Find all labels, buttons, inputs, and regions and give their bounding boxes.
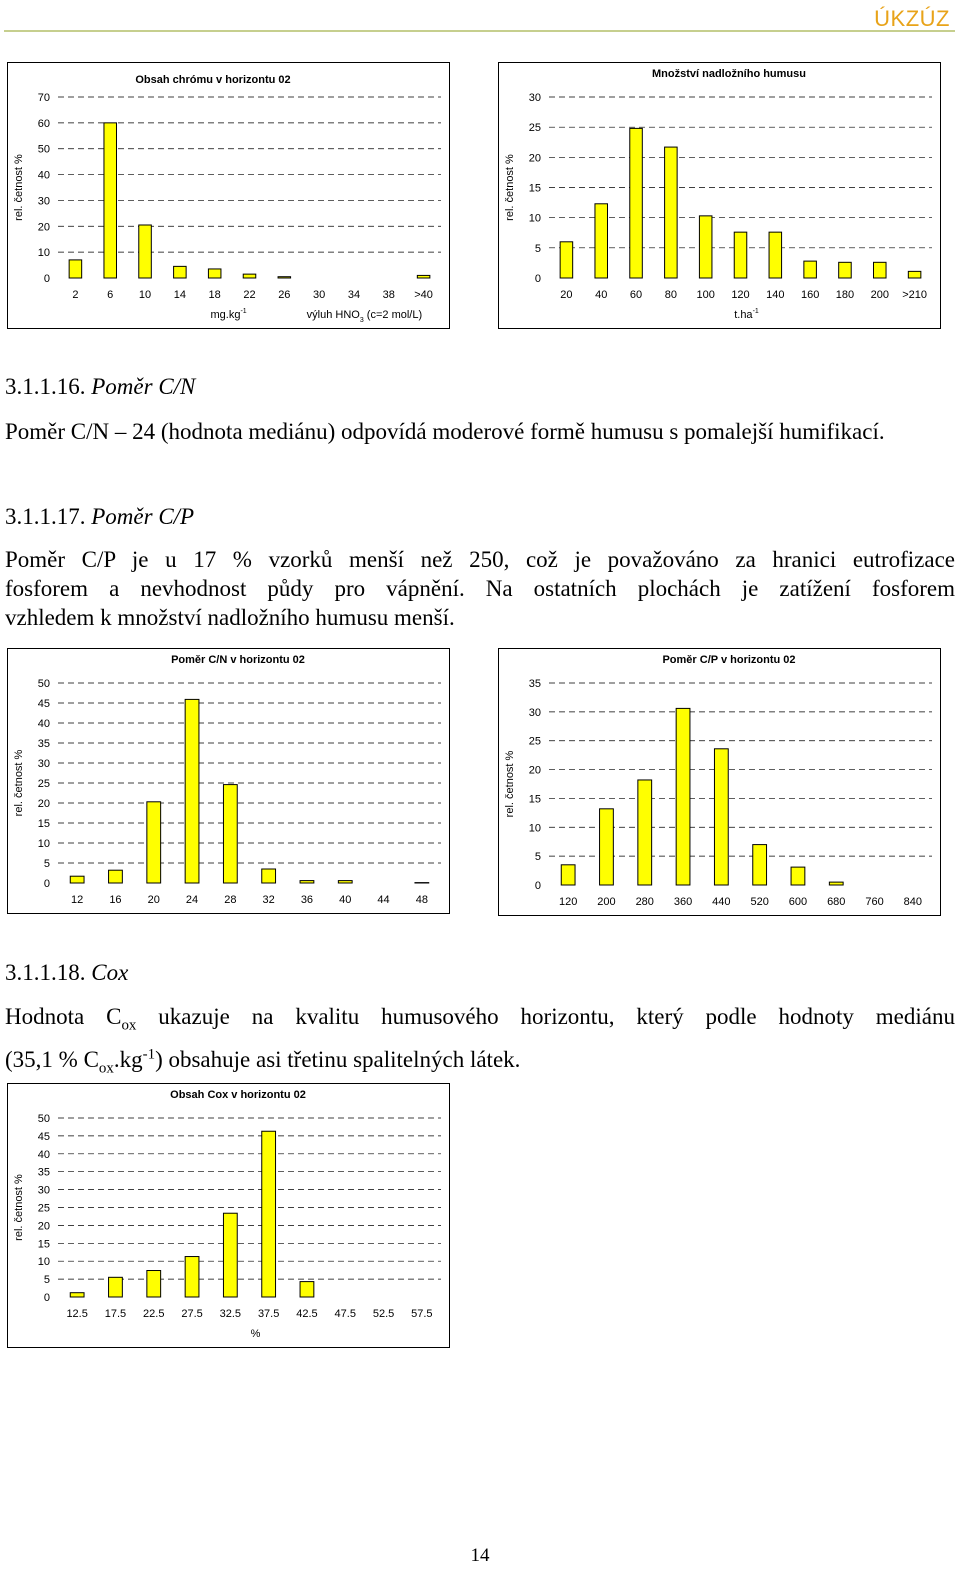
bar (338, 881, 352, 883)
bar (185, 699, 199, 883)
x-axis-label: $t.ha^{-1}$ (734, 308, 759, 321)
x-tick-label: 180 (835, 289, 855, 301)
y-tick-label: 5 (534, 242, 541, 255)
y-axis-label: rel. četnost % (504, 750, 516, 818)
y-tick-label: 30 (37, 1184, 50, 1197)
section-heading-cp (5, 504, 194, 530)
y-tick-label: 0 (43, 273, 50, 285)
y-tick-label: 5 (43, 1274, 50, 1287)
chart-title: Obsah chrómu v horizontu 02 (135, 74, 291, 86)
y-tick-label: 25 (528, 735, 541, 748)
x-tick-label: 80 (664, 289, 677, 301)
y-tick-label: 10 (37, 838, 50, 850)
x-tick-label: 48 (415, 894, 428, 906)
x-tick-label: 32 (262, 894, 275, 906)
bar (665, 147, 678, 278)
y-axis-label: rel. četnost % (13, 154, 25, 221)
x-tick-label: 16 (109, 894, 122, 906)
bar (243, 274, 256, 278)
bar (714, 749, 728, 885)
header-rule (4, 30, 955, 32)
bar (769, 232, 782, 278)
bar (874, 262, 887, 278)
x-tick-label: 44 (377, 894, 390, 906)
bar (300, 1282, 314, 1297)
x-tick-label: 440 (712, 896, 731, 908)
x-tick-label: 24 (185, 894, 199, 906)
y-tick-label: 5 (534, 851, 541, 864)
y-tick-label: 0 (534, 880, 541, 892)
section-heading-cox (5, 960, 128, 986)
page-number: 14 (470, 1545, 490, 1566)
paragraph-line: vzhledem k množství nadložního humusu menší. (5, 605, 455, 630)
chart-svg (8, 649, 449, 913)
y-tick-label: 15 (528, 793, 541, 806)
bar (908, 271, 921, 278)
x-tick-label: 52.5 (372, 1308, 395, 1320)
y-tick-label: 25 (528, 122, 541, 135)
section-title: Cox (91, 960, 129, 985)
x-axis-label-method: výluh $HNO_3$ (c=2 mol/L) (306, 309, 423, 324)
bar (300, 881, 314, 883)
x-tick-label: 120 (558, 896, 578, 908)
paragraph-line: (35,1 % $C_{ox}.kg^{-1}$) obsahuje asi třetinu spalitelných látek. (5, 1046, 521, 1077)
x-tick-label: 57.5 (411, 1308, 433, 1320)
bar (734, 232, 747, 278)
y-tick-label: 30 (37, 758, 50, 770)
bar (223, 785, 237, 883)
x-tick-label: 12.5 (66, 1308, 88, 1320)
paragraph-cox (5, 1002, 955, 1084)
y-tick-label: 5 (43, 858, 50, 870)
y-tick-label: 35 (528, 678, 541, 690)
x-tick-label: 17.5 (104, 1308, 127, 1320)
x-tick-label: 2 (72, 289, 79, 301)
bar (109, 870, 123, 883)
chart-cp (498, 648, 941, 916)
y-tick-label: 20 (37, 798, 50, 810)
x-tick-label: 140 (766, 289, 785, 301)
x-tick-label: 200 (870, 289, 889, 301)
section-number: 3.1.1.17. (5, 504, 86, 529)
x-tick-label: 20 (560, 289, 573, 301)
x-tick-label: 100 (696, 289, 715, 301)
bar (560, 242, 573, 278)
bar (262, 1131, 276, 1297)
y-axis-label: rel. četnost % (13, 749, 25, 817)
x-tick-label: 520 (750, 896, 769, 908)
paragraph-cp (5, 545, 955, 632)
x-tick-label: 840 (903, 896, 923, 908)
y-tick-label: 10 (528, 212, 541, 225)
x-tick-label: 28 (224, 894, 237, 906)
x-axis-label: % (250, 1328, 261, 1340)
y-tick-label: 20 (528, 152, 541, 165)
bar (839, 262, 852, 278)
y-tick-label: 50 (37, 143, 50, 156)
x-tick-label: 38 (382, 289, 395, 301)
y-tick-label: 45 (37, 698, 50, 710)
paragraph-line: fosforem a nevhodnost půdy pro vápnění. Na ostatních plochách je zatížení fosforem (5, 576, 955, 601)
y-tick-label: 35 (37, 1166, 50, 1179)
bar (70, 1293, 84, 1297)
x-tick-label: 30 (313, 289, 326, 301)
bar (600, 809, 614, 885)
x-tick-label: 160 (800, 289, 820, 301)
chart-svg (499, 649, 940, 915)
y-tick-label: 25 (37, 778, 50, 790)
x-tick-label: 760 (865, 896, 884, 908)
paragraph-cn: Poměr C/N – 24 (hodnota mediánu) odpovídá moderové formě humusu s pomalejší humifikací. (5, 419, 885, 444)
y-tick-label: 10 (37, 1256, 50, 1269)
y-tick-label: 10 (528, 822, 541, 835)
y-tick-label: 10 (37, 247, 50, 260)
bar (147, 1271, 161, 1297)
x-tick-label: 36 (300, 894, 314, 906)
bar (595, 204, 608, 278)
chart-chrom (7, 62, 450, 329)
y-tick-label: 20 (37, 1220, 50, 1233)
chart-humus (498, 62, 941, 329)
bar (262, 869, 276, 883)
bar (185, 1257, 199, 1297)
bar (699, 216, 712, 278)
y-tick-label: 45 (37, 1130, 50, 1143)
x-tick-label: 32.5 (219, 1308, 242, 1320)
y-tick-label: 70 (37, 92, 50, 104)
x-tick-label: 12 (71, 894, 84, 906)
section-number: 3.1.1.18. (5, 960, 86, 985)
y-tick-label: 35 (37, 738, 50, 750)
bar (69, 260, 82, 278)
section-title: Poměr C/P (91, 504, 195, 529)
x-tick-label: 60 (629, 289, 643, 301)
y-tick-label: 20 (37, 221, 50, 234)
bar (638, 780, 652, 885)
chart-title: Poměr C/N v horizontu 02 (171, 654, 305, 666)
bar (561, 865, 575, 885)
section-number: 3.1.1.16. (5, 374, 86, 399)
bar (174, 266, 187, 278)
bar (208, 269, 221, 278)
x-tick-label: 40 (595, 289, 608, 301)
bar (278, 277, 291, 278)
chart-svg (499, 63, 940, 328)
y-tick-label: 30 (528, 92, 541, 104)
chart-title: Obsah Cox v horizontu 02 (170, 1089, 306, 1101)
bar (223, 1213, 237, 1297)
y-tick-label: 40 (37, 1148, 50, 1161)
x-tick-label: 14 (173, 289, 186, 301)
y-tick-label: 15 (37, 818, 50, 830)
bar (804, 261, 817, 278)
x-axis-label-unit: $mg.kg^{-1}$ (210, 308, 247, 321)
x-tick-label: 47.5 (334, 1308, 356, 1320)
x-tick-label: 27.5 (181, 1308, 203, 1320)
bar (829, 882, 843, 885)
y-tick-label: 20 (528, 764, 541, 777)
y-tick-label: 40 (37, 169, 50, 182)
x-tick-label: 600 (788, 896, 808, 908)
x-tick-label: 26 (278, 289, 291, 301)
section-title: Poměr C/N (91, 374, 196, 399)
y-tick-label: 0 (43, 1292, 50, 1304)
y-tick-label: 25 (37, 1202, 50, 1215)
y-axis-label: rel. četnost % (13, 1174, 25, 1241)
paragraph-line: Poměr C/P je u 17 % vzorků menší než 250, což je považováno za hranici eutrofizace (5, 547, 955, 572)
bar (417, 275, 430, 278)
bar (109, 1277, 123, 1297)
bar (147, 802, 161, 883)
x-tick-label: 6 (107, 289, 114, 301)
y-axis-label: rel. četnost % (504, 154, 516, 221)
y-tick-label: 0 (43, 878, 50, 890)
y-tick-label: 15 (37, 1238, 50, 1251)
chart-svg (8, 1084, 449, 1347)
y-tick-label: 40 (37, 718, 50, 730)
x-tick-label: 120 (731, 289, 750, 301)
bar (104, 123, 117, 278)
chart-title: Poměr C/P v horizontu 02 (662, 654, 796, 666)
y-tick-label: 30 (528, 706, 541, 719)
header-logo-text: ÚKZÚZ (874, 6, 950, 31)
bar (791, 867, 805, 885)
bar (139, 225, 152, 278)
y-tick-label: 50 (37, 1113, 50, 1125)
x-tick-label: 10 (138, 289, 152, 301)
x-tick-label: >40 (414, 289, 433, 301)
chart-cn (7, 648, 450, 914)
bar (676, 708, 690, 885)
x-tick-label: 22.5 (143, 1308, 165, 1320)
x-tick-label: 40 (339, 894, 352, 906)
x-tick-label: 42.5 (296, 1308, 318, 1320)
bar (630, 128, 643, 278)
y-tick-label: 60 (37, 117, 50, 130)
x-tick-label: 280 (635, 896, 654, 908)
x-tick-label: >210 (902, 289, 927, 301)
chart-svg (8, 63, 449, 328)
x-tick-label: 34 (347, 289, 361, 301)
y-tick-label: 30 (37, 195, 50, 208)
chart-cox (7, 1083, 450, 1348)
y-tick-label: 15 (528, 182, 541, 195)
x-tick-label: 37.5 (257, 1308, 280, 1320)
x-tick-label: 200 (597, 896, 616, 908)
x-tick-label: 20 (147, 894, 160, 906)
y-tick-label: 0 (534, 273, 541, 285)
x-tick-label: 22 (243, 289, 256, 301)
x-tick-label: 360 (673, 896, 693, 908)
paragraph-line: Hodnota $C_{ox}$ ukazuje na kvalitu humusového horizontu, který podle hodnoty mediánu (5, 1004, 955, 1034)
chart-title: Množství nadložního humusu (652, 68, 806, 80)
section-heading-cn (5, 374, 195, 400)
bar (753, 845, 767, 885)
y-tick-label: 50 (37, 678, 50, 690)
bar (70, 876, 84, 883)
x-tick-label: 680 (827, 896, 846, 908)
x-tick-label: 18 (208, 289, 221, 301)
